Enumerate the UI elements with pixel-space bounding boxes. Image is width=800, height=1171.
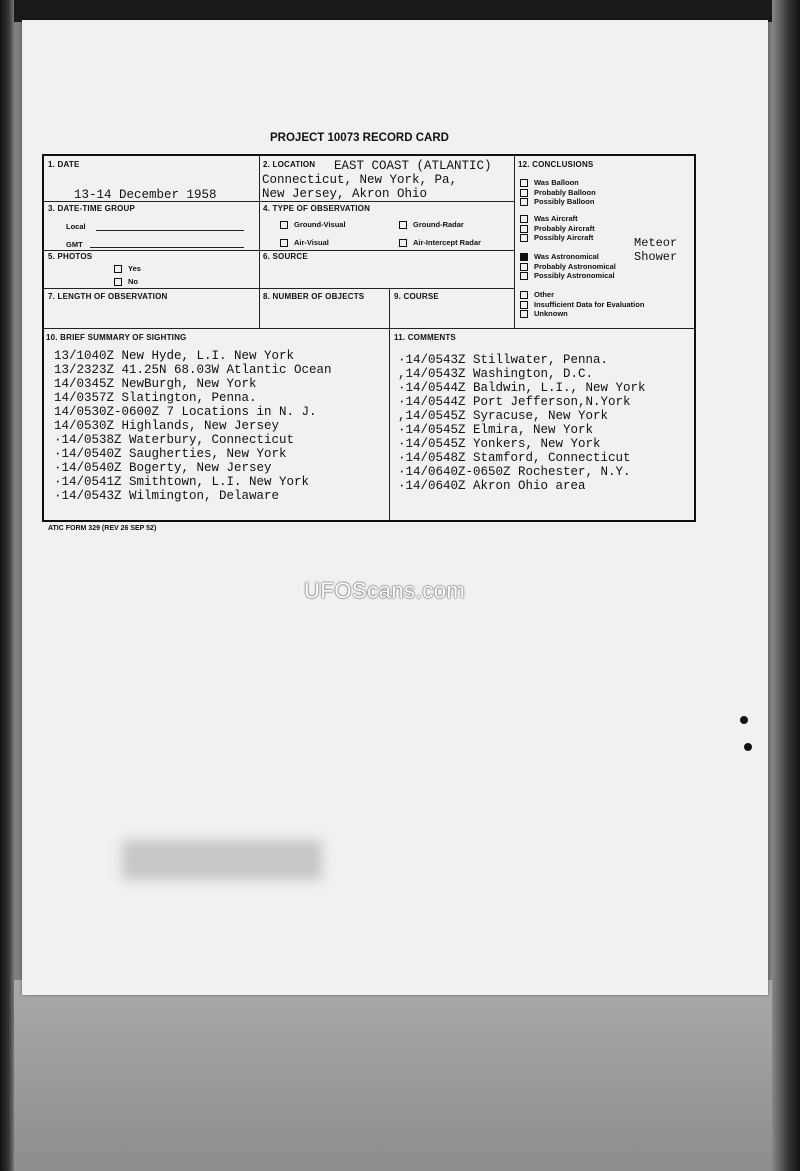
bleed-through-smudge <box>122 840 322 880</box>
divider <box>259 156 260 328</box>
location-line-2: Connecticut, New York, Pa, <box>262 173 458 187</box>
checkbox-icon[interactable] <box>520 225 528 233</box>
conclusion-option[interactable]: Was Astronomical <box>520 252 616 262</box>
row-divider <box>44 328 694 329</box>
summary-line: 14/0530Z-0600Z 7 Locations in N. J. <box>54 405 317 419</box>
conclusion-option[interactable]: Probably Balloon <box>520 188 596 198</box>
summary-list <box>54 349 332 503</box>
conclusion-group-other <box>520 290 644 319</box>
summary-line: 13/1040Z New Hyde, L.I. New York <box>54 349 295 363</box>
summary-line: 13/2323Z 41.25N 68.03W Atlantic Ocean <box>54 363 332 377</box>
summary-label: 10. BRIEF SUMMARY OF SIGHTING <box>46 333 187 342</box>
source-label: 6. SOURCE <box>263 252 308 261</box>
checkbox-icon[interactable] <box>520 263 528 271</box>
comment-line: ·14/0544Z Port Jefferson,N.York <box>398 395 631 409</box>
divider <box>514 156 515 328</box>
gmt-line <box>90 247 244 248</box>
conclusion-option[interactable]: Probably Aircraft <box>520 224 595 234</box>
form-identifier: ATIC FORM 329 (REV 26 SEP 52) <box>48 525 157 532</box>
divider <box>389 328 390 520</box>
type-of-observation-label: 4. TYPE OF OBSERVATION <box>263 204 371 213</box>
conclusion-group-aircraft <box>520 214 595 243</box>
watermark: UFOScans.com <box>304 578 466 603</box>
comment-line: ·14/0640Z-0650Z Rochester, N.Y. <box>398 465 631 479</box>
scan-right-edge <box>772 0 800 1171</box>
row-divider <box>44 250 514 251</box>
local-line <box>96 230 244 231</box>
checkbox-icon[interactable] <box>399 239 407 247</box>
conclusion-note-line-1: Meteor <box>634 236 678 250</box>
length-of-observation-label: 7. LENGTH OF OBSERVATION <box>48 292 168 301</box>
checkbox-icon[interactable] <box>520 198 528 206</box>
underlying-sheet <box>14 980 774 1171</box>
photos-yes-option[interactable]: Yes <box>114 264 141 273</box>
conclusion-option[interactable]: Was Balloon <box>520 178 596 188</box>
checkbox-icon[interactable] <box>520 253 528 261</box>
conclusions-label: 12. CONCLUSIONS <box>518 160 594 169</box>
ground-radar-option[interactable]: Ground-Radar <box>399 220 464 229</box>
checkbox-icon[interactable] <box>399 221 407 229</box>
location-label: 2. LOCATION <box>263 160 316 169</box>
summary-line: ·14/0540Z Bogerty, New Jersey <box>54 461 272 475</box>
comment-line: ,14/0543Z Washington, D.C. <box>398 367 594 381</box>
location-line-1: EAST COAST (ATLANTIC) <box>334 159 492 173</box>
record-card <box>42 154 696 522</box>
bleed-through-line <box>62 535 69 547</box>
comment-line: ·14/0545Z Elmira, New York <box>398 423 594 437</box>
date-value: 13-14 December 1958 <box>74 188 217 202</box>
punch-mark <box>740 716 748 724</box>
checkbox-icon[interactable] <box>520 234 528 242</box>
air-visual-option[interactable]: Air-Visual <box>280 238 329 247</box>
checkbox-icon[interactable] <box>520 179 528 187</box>
checkbox-icon[interactable] <box>520 215 528 223</box>
comment-line: ·14/0640Z Akron Ohio area <box>398 479 586 493</box>
checkbox-icon[interactable] <box>520 272 528 280</box>
checkbox-icon[interactable] <box>520 301 528 309</box>
row-divider <box>44 288 514 289</box>
conclusion-option[interactable]: Probably Astronomical <box>520 262 616 272</box>
conclusion-group-astronomical <box>520 252 616 281</box>
conclusion-option[interactable]: Possibly Astronomical <box>520 271 616 281</box>
comment-line: ·14/0545Z Yonkers, New York <box>398 437 601 451</box>
conclusion-option[interactable]: Possibly Aircraft <box>520 233 595 243</box>
date-time-group-label: 3. DATE-TIME GROUP <box>48 204 136 213</box>
conclusion-group-balloon <box>520 178 596 207</box>
comment-line: ·14/0548Z Stamford, Connecticut <box>398 451 631 465</box>
course-label: 9. COURSE <box>394 292 439 301</box>
air-intercept-radar-option[interactable]: Air-Intercept Radar <box>399 238 481 247</box>
ground-visual-option[interactable]: Ground-Visual <box>280 220 346 229</box>
number-of-objects-label: 8. NUMBER OF OBJECTS <box>263 292 365 301</box>
summary-line: ·14/0543Z Wilmington, Delaware <box>54 489 280 503</box>
checkbox-icon[interactable] <box>280 221 288 229</box>
checkbox-icon[interactable] <box>520 291 528 299</box>
date-label: 1. DATE <box>48 160 80 169</box>
summary-line: ·14/0540Z Saugherties, New York <box>54 447 287 461</box>
gmt-label: GMT <box>66 240 83 249</box>
scan-top-edge <box>0 0 800 22</box>
summary-line: 14/0357Z Slatington, Penna. <box>54 391 257 405</box>
checkbox-icon[interactable] <box>114 278 122 286</box>
photos-no-option[interactable]: No <box>114 277 138 286</box>
checkbox-icon[interactable] <box>520 310 528 318</box>
checkbox-icon[interactable] <box>114 265 122 273</box>
comment-line: ·14/0543Z Stillwater, Penna. <box>398 353 609 367</box>
conclusion-option[interactable]: Unknown <box>520 309 644 319</box>
card-title: PROJECT 10073 RECORD CARD <box>270 132 449 144</box>
summary-line: ·14/0541Z Smithtown, L.I. New York <box>54 475 310 489</box>
conclusion-option[interactable]: Was Aircraft <box>520 214 595 224</box>
conclusion-option[interactable]: Possibly Balloon <box>520 197 596 207</box>
location-line-3: New Jersey, Akron Ohio <box>262 187 428 201</box>
checkbox-icon[interactable] <box>520 189 528 197</box>
comments-label: 11. COMMENTS <box>394 333 456 342</box>
checkbox-icon[interactable] <box>280 239 288 247</box>
summary-line: 14/0345Z NewBurgh, New York <box>54 377 257 391</box>
punch-mark <box>744 743 752 751</box>
summary-line: 14/0530Z Highlands, New Jersey <box>54 419 280 433</box>
comment-line: ·14/0544Z Baldwin, L.I., New York <box>398 381 646 395</box>
comments-list <box>398 353 646 493</box>
divider <box>389 288 390 328</box>
local-label: Local <box>66 222 86 231</box>
scan-left-edge <box>0 0 14 1171</box>
summary-line: ·14/0538Z Waterbury, Connecticut <box>54 433 295 447</box>
comment-line: ,14/0545Z Syracuse, New York <box>398 409 609 423</box>
conclusion-option[interactable]: Insufficient Data for Evaluation <box>520 300 644 310</box>
conclusion-option[interactable]: Other <box>520 290 644 300</box>
conclusion-note-line-2: Shower <box>634 250 678 264</box>
photos-label: 5. PHOTOS <box>48 252 93 261</box>
